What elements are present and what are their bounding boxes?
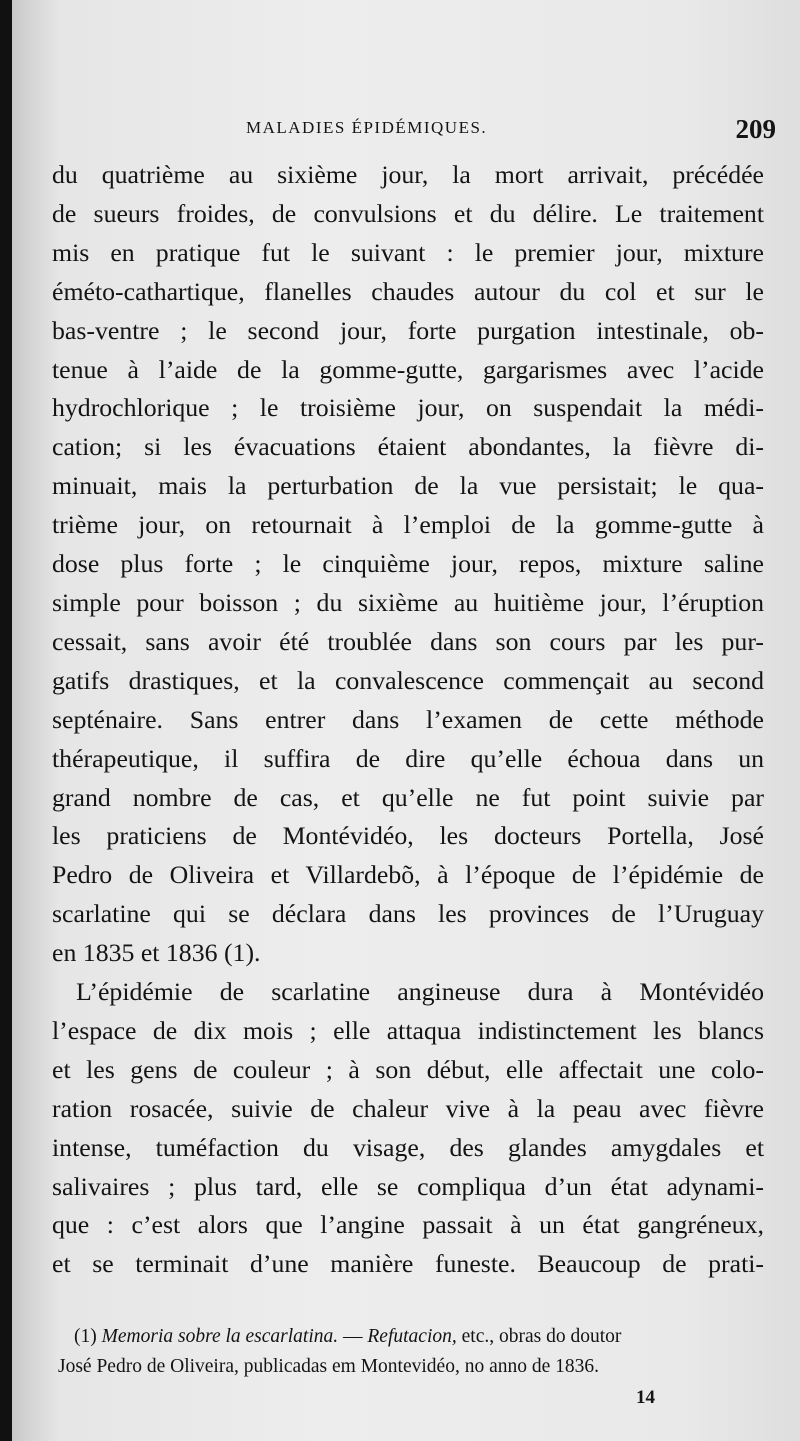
text-line: septénaire. Sans entrer dans l’examen de cette méthode (52, 704, 764, 734)
text-line: intense, tuméfaction du visage, des glandes amygdales et (52, 1132, 764, 1162)
text-line: gatifs drastiques, et la convalescence commençait au second (52, 665, 764, 695)
text-line: cation; si les évacuations étaient abondantes, la fièvre di- (52, 432, 764, 462)
text-line: trième jour, on retournait à l’emploi de la gomme-gutte à (52, 510, 764, 540)
running-head (246, 114, 776, 150)
text-line: et se terminait d’une manière funeste. Beaucoup de prati- (52, 1249, 764, 1279)
footnote-title-2: Refutacion, (367, 1326, 457, 1347)
text-line: de sueurs froides, de convulsions et du délire. Le traitement (52, 198, 764, 228)
footnote-line: José Pedro de Oliveira, publicadas em Montevidéo, no anno de 1836. (58, 1356, 600, 1377)
text-line: minuait, mais la perturbation de la vue persistait; le qua- (52, 471, 764, 501)
paragraph-start-line: L’épidémie de scarlatine angineuse dura à Montévidéo (76, 977, 764, 1007)
footnote-title: Memoria sobre la escarlatina. (101, 1326, 339, 1347)
text-line: mis en pratique fut le suivant : le premier jour, mixture (52, 237, 764, 267)
text-line: et les gens de couleur ; à son début, elle affectait une colo- (52, 1054, 764, 1084)
page-number: 209 (735, 114, 776, 144)
text-line: hydrochlorique ; le troisième jour, on suspendait la médi- (52, 393, 764, 423)
text-line: du quatrième au sixième jour, la mort arrivait, précédée (52, 160, 764, 189)
text-line: les praticiens de Montévidéo, les docteurs Portella, José (52, 821, 764, 851)
book-page (12, 0, 800, 1441)
text-line: bas-ventre ; le second jour, forte purgation intestinale, ob- (52, 315, 764, 345)
text-line: que : c’est alors que l’angine passait à un état gangréneux, (52, 1210, 764, 1240)
footnote-rest: etc., obras do doutor (461, 1326, 622, 1347)
running-title: MALADIES ÉPIDÉMIQUES. (246, 118, 488, 137)
text-line: simple pour boisson ; du sixième au huitième jour, l’éruption (52, 587, 764, 617)
text-line: éméto-cathartique, flanelles chaudes autour du col et sur le (52, 276, 764, 306)
text-line: cessait, sans avoir été troublée dans son cours par les pur- (52, 626, 764, 656)
footnote-marker: (1) (74, 1326, 97, 1347)
text-line: l’espace de dix mois ; elle attaqua indistinctement les blancs (52, 1015, 764, 1045)
text-line: salivaires ; plus tard, elle se compliqua d’un état adynami- (52, 1171, 764, 1201)
footnote (58, 1322, 768, 1382)
body-text (52, 156, 764, 1284)
text-line: scarlatine qui se déclara dans les provinces de l’Uruguay (52, 899, 764, 929)
footnote-dash: — (343, 1326, 363, 1347)
text-line: en 1835 et 1836 (1). (52, 938, 261, 968)
text-line: ration rosacée, suivie de chaleur vive à la peau avec fièvre (52, 1093, 764, 1123)
text-line: grand nombre de cas, et qu’elle ne fut point suivie par (52, 782, 764, 812)
text-line: thérapeutique, il suffira de dire qu’elle échoua dans un (52, 743, 764, 773)
text-line: tenue à l’aide de la gomme-gutte, gargarismes avec l’acide (52, 354, 764, 384)
text-line: Pedro de Oliveira et Villardebõ, à l’époque de l’épidémie de (52, 860, 764, 890)
signature-mark: 14 (636, 1387, 655, 1408)
footnote-line (58, 1322, 768, 1352)
text-line: dose plus forte ; le cinquième jour, repos, mixture saline (52, 549, 764, 579)
